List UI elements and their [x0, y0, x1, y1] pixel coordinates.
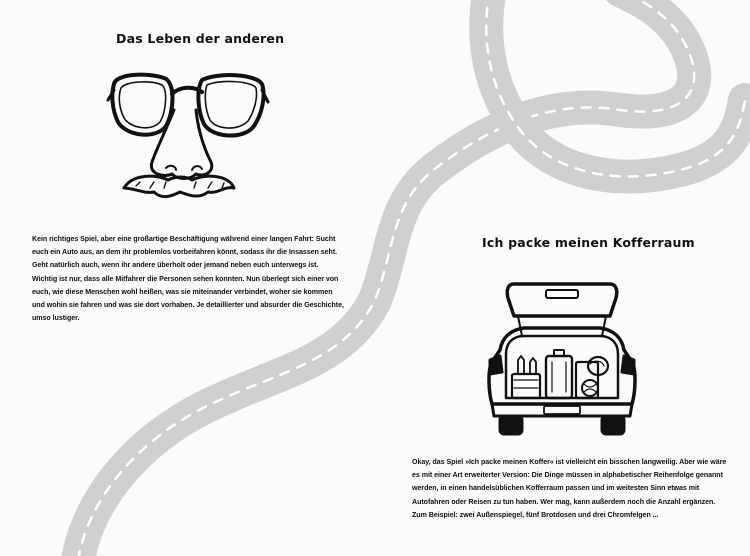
- right-page-title: Ich packe meinen Kofferraum: [482, 235, 695, 250]
- disguise-glasses-nose-mustache-icon: [106, 70, 270, 210]
- left-page-title: Das Leben der anderen: [116, 31, 285, 46]
- right-page-body-text: Okay, das Spiel »Ich packe meinen Koffer« ist vielleicht ein bisschen langweilig. Aber wie wäre es mit einer Art erweiterter Version: Die Dinge müssen in alphabetischer Reihenfolge genannt werden, in einen handelsüblichen Kofferraum passen und im weitesten Sinn etwas mit Autofahren oder Reisen zu tun haben. Wer mag, kann außerdem noch die Anzahl ergänzen. Zum Beispiel: zwei Außenspiegel, fünf Brotdosen und drei Chromfelgen ...: [412, 458, 727, 519]
- left-page-body-text: Kein richtiges Spiel, aber eine großartige Beschäftigung während einer langen Fahrt: Sucht euch ein Auto aus, an dem ihr problemlos vorbeifahren könnt, sodass ihr die Insassen seht. Geht natürlich auch, wenn ihr andere überholt oder jemand neben euch unterwegs ist. Wichtig ist nur, dass alle Mitfahrer die Personen sehen konnten. Nun überlegt sich einer von euch, wie diese Menschen wohl heißen, was sie miteinander verbindet, woher sie kommen und wohin sie fahren und was sie dort vorhaben. Je detaillierter und absurder die Geschichte, umso lustiger.: [32, 235, 344, 323]
- car-open-trunk-luggage-icon: [484, 280, 640, 438]
